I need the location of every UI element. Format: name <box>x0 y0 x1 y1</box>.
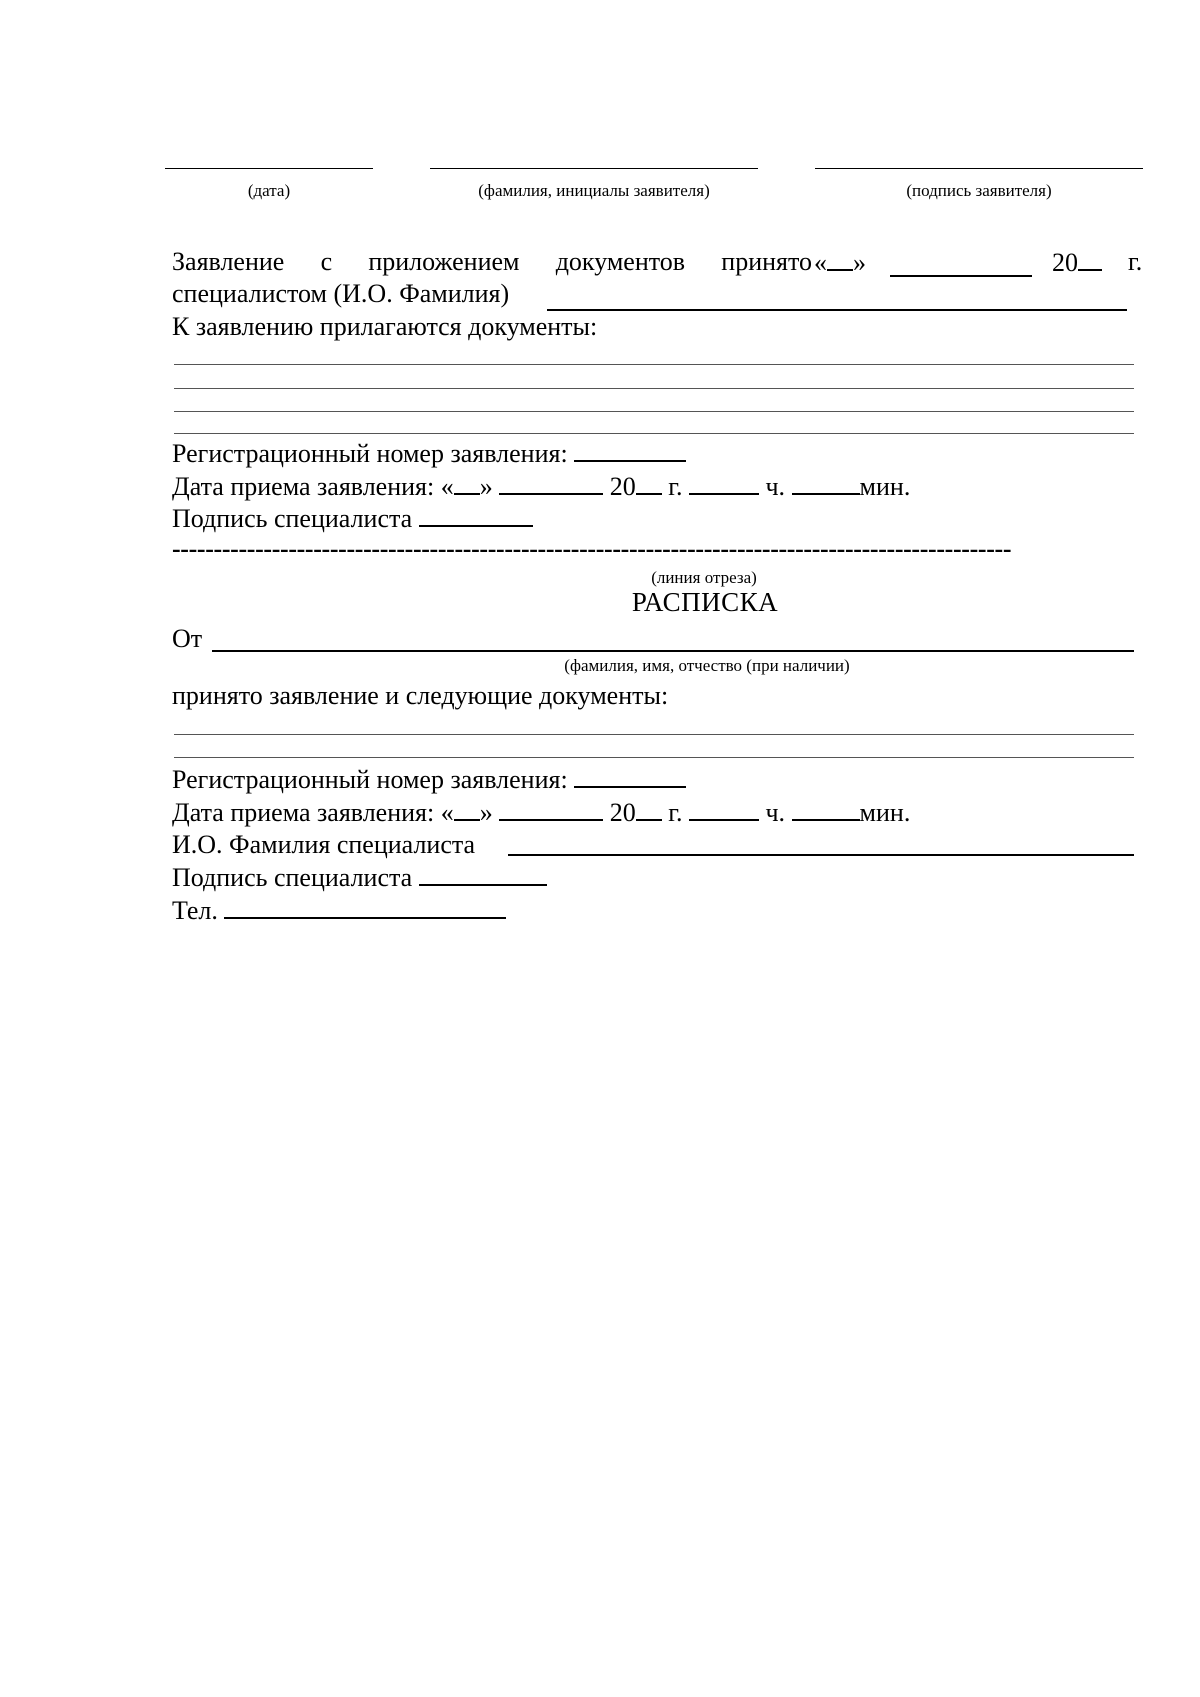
reg-number-label: Регистрационный номер заявления: <box>172 439 568 468</box>
specialist-name-line[interactable] <box>508 854 1134 856</box>
receipt-document-line-1[interactable] <box>174 734 1134 735</box>
quote-open: « <box>440 472 454 501</box>
year-field[interactable] <box>636 471 662 495</box>
applicant-signature-caption: (подпись заявителя) <box>906 181 1052 200</box>
specialist-label: специалистом (И.О. Фамилия) <box>172 279 510 308</box>
reg-number-field[interactable] <box>574 764 686 788</box>
date-label: Дата приема заявления: <box>172 472 435 501</box>
year-prefix: 20 <box>1052 248 1078 277</box>
statement-signature-row <box>172 503 533 534</box>
receipt-accepted-label: принято заявление и следующие документы: <box>172 681 669 710</box>
signature-label: Подпись специалиста <box>172 863 413 892</box>
year-prefix: 20 <box>609 472 636 501</box>
specialist-name-label: И.О. Фамилия специалиста <box>172 830 476 859</box>
from-label: От <box>172 624 203 653</box>
accepted-month-line[interactable] <box>890 275 1032 277</box>
day-field[interactable] <box>454 797 480 821</box>
date-label: Дата приема заявления: <box>172 798 435 827</box>
receipt-date-row <box>172 797 910 828</box>
applicant-name-caption: (фамилия, инициалы заявителя) <box>478 181 710 200</box>
hour-field[interactable] <box>689 797 759 821</box>
year-suffix: г. <box>668 798 683 827</box>
attachment-line-4[interactable] <box>174 433 1134 434</box>
quote-open: « <box>440 798 454 827</box>
year-suffix: г. <box>668 472 683 501</box>
minute-field[interactable] <box>792 471 860 495</box>
minute-field[interactable] <box>792 797 860 821</box>
quote-open: « <box>814 248 827 277</box>
reg-number-field[interactable] <box>574 438 686 462</box>
receipt-reg-number-row <box>172 764 686 795</box>
year-prefix: 20 <box>609 798 636 827</box>
quote-close: » <box>479 472 493 501</box>
applicant-signature-line[interactable] <box>815 168 1143 169</box>
day-field[interactable] <box>454 471 480 495</box>
applicant-name-line[interactable] <box>430 168 758 169</box>
year-blank[interactable] <box>1078 247 1102 271</box>
from-name-line[interactable] <box>212 650 1134 652</box>
month-field[interactable] <box>499 797 603 821</box>
quote-close: » <box>853 248 866 277</box>
attachment-line-2[interactable] <box>174 388 1134 389</box>
date-line[interactable] <box>165 168 373 169</box>
accepted-year-field[interactable] <box>1052 247 1102 278</box>
accepted-day-field[interactable] <box>814 247 866 278</box>
year-field[interactable] <box>636 797 662 821</box>
hour-field[interactable] <box>689 471 759 495</box>
attachments-label: К заявлению прилагаются документы: <box>172 312 598 341</box>
cut-line-caption: (линия отреза) <box>651 568 757 587</box>
phone-field[interactable] <box>224 895 506 919</box>
signature-field[interactable] <box>419 503 533 527</box>
day-blank[interactable] <box>827 247 853 271</box>
hour-label: ч. <box>765 472 786 501</box>
attachment-line-3[interactable] <box>174 411 1134 412</box>
quote-close: » <box>479 798 493 827</box>
hour-label: ч. <box>765 798 786 827</box>
signature-field[interactable] <box>419 862 547 886</box>
receipt-document-line-2[interactable] <box>174 757 1134 758</box>
statement-date-row <box>172 471 910 502</box>
accepted-prefix: Заявление с приложением документов принято <box>172 247 812 276</box>
cut-line: ----------------------------------------------------------------------------------------------------- <box>172 536 1012 562</box>
minute-label: мин. <box>859 472 911 501</box>
accepted-year-suffix: г. <box>1128 247 1143 276</box>
reg-number-label: Регистрационный номер заявления: <box>172 765 568 794</box>
phone-label: Тел. <box>172 896 218 925</box>
receipt-title: РАСПИСКА <box>631 587 779 617</box>
signature-label: Подпись специалиста <box>172 504 413 533</box>
date-caption: (дата) <box>247 181 291 200</box>
from-caption: (фамилия, имя, отчество (при наличии) <box>564 656 850 675</box>
receipt-phone-row <box>172 895 506 926</box>
month-field[interactable] <box>499 471 603 495</box>
statement-reg-number-row <box>172 438 686 469</box>
attachment-line-1[interactable] <box>174 364 1134 365</box>
receipt-specialist-name-row <box>172 830 475 860</box>
receipt-signature-row <box>172 862 547 893</box>
specialist-name-line[interactable] <box>547 309 1127 311</box>
minute-label: мин. <box>859 798 911 827</box>
